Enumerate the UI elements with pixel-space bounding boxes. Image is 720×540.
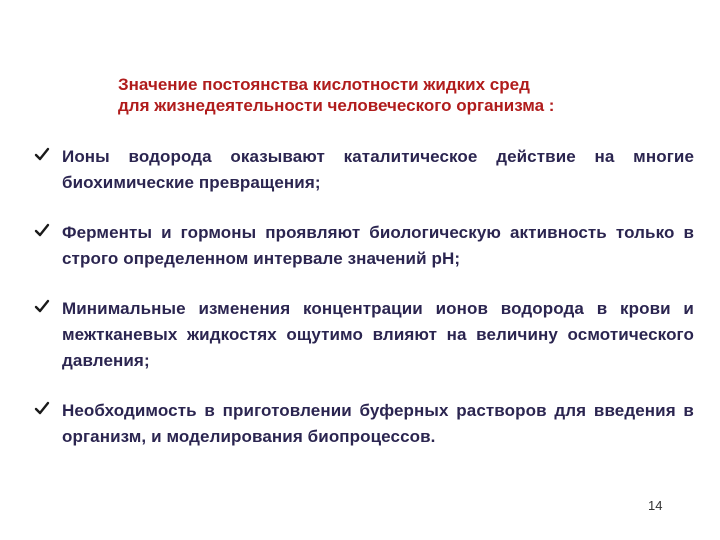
bullet-text: Необходимость в приготовлении буферных растворов для введения в организм, и моделирования биопроцессов. xyxy=(62,401,694,446)
list-item xyxy=(34,144,694,196)
bullet-list xyxy=(34,144,694,474)
list-item xyxy=(34,296,694,374)
checkmark-icon xyxy=(34,400,50,416)
bullet-text: Ионы водорода оказывают каталитическое действие на многие биохимические превращения; xyxy=(62,147,694,192)
list-item xyxy=(34,398,694,450)
page-number: 14 xyxy=(648,498,663,513)
title-line-1: Значение постоянства кислотности жидких сред xyxy=(118,75,530,94)
slide-title xyxy=(118,74,678,116)
checkmark-icon xyxy=(34,146,50,162)
bullet-text: Минимальные изменения концентрации ионов водорода в крови и межтканевых жидкостях ощутимо влияют на величину осмотического давления; xyxy=(62,299,694,370)
bullet-text: Ферменты и гормоны проявляют биологическую активность только в строго определенном интервале значений pH; xyxy=(62,223,694,268)
title-line-2: для жизнедеятельности человеческого организма : xyxy=(118,96,555,115)
list-item xyxy=(34,220,694,272)
checkmark-icon xyxy=(34,298,50,314)
checkmark-icon xyxy=(34,222,50,238)
